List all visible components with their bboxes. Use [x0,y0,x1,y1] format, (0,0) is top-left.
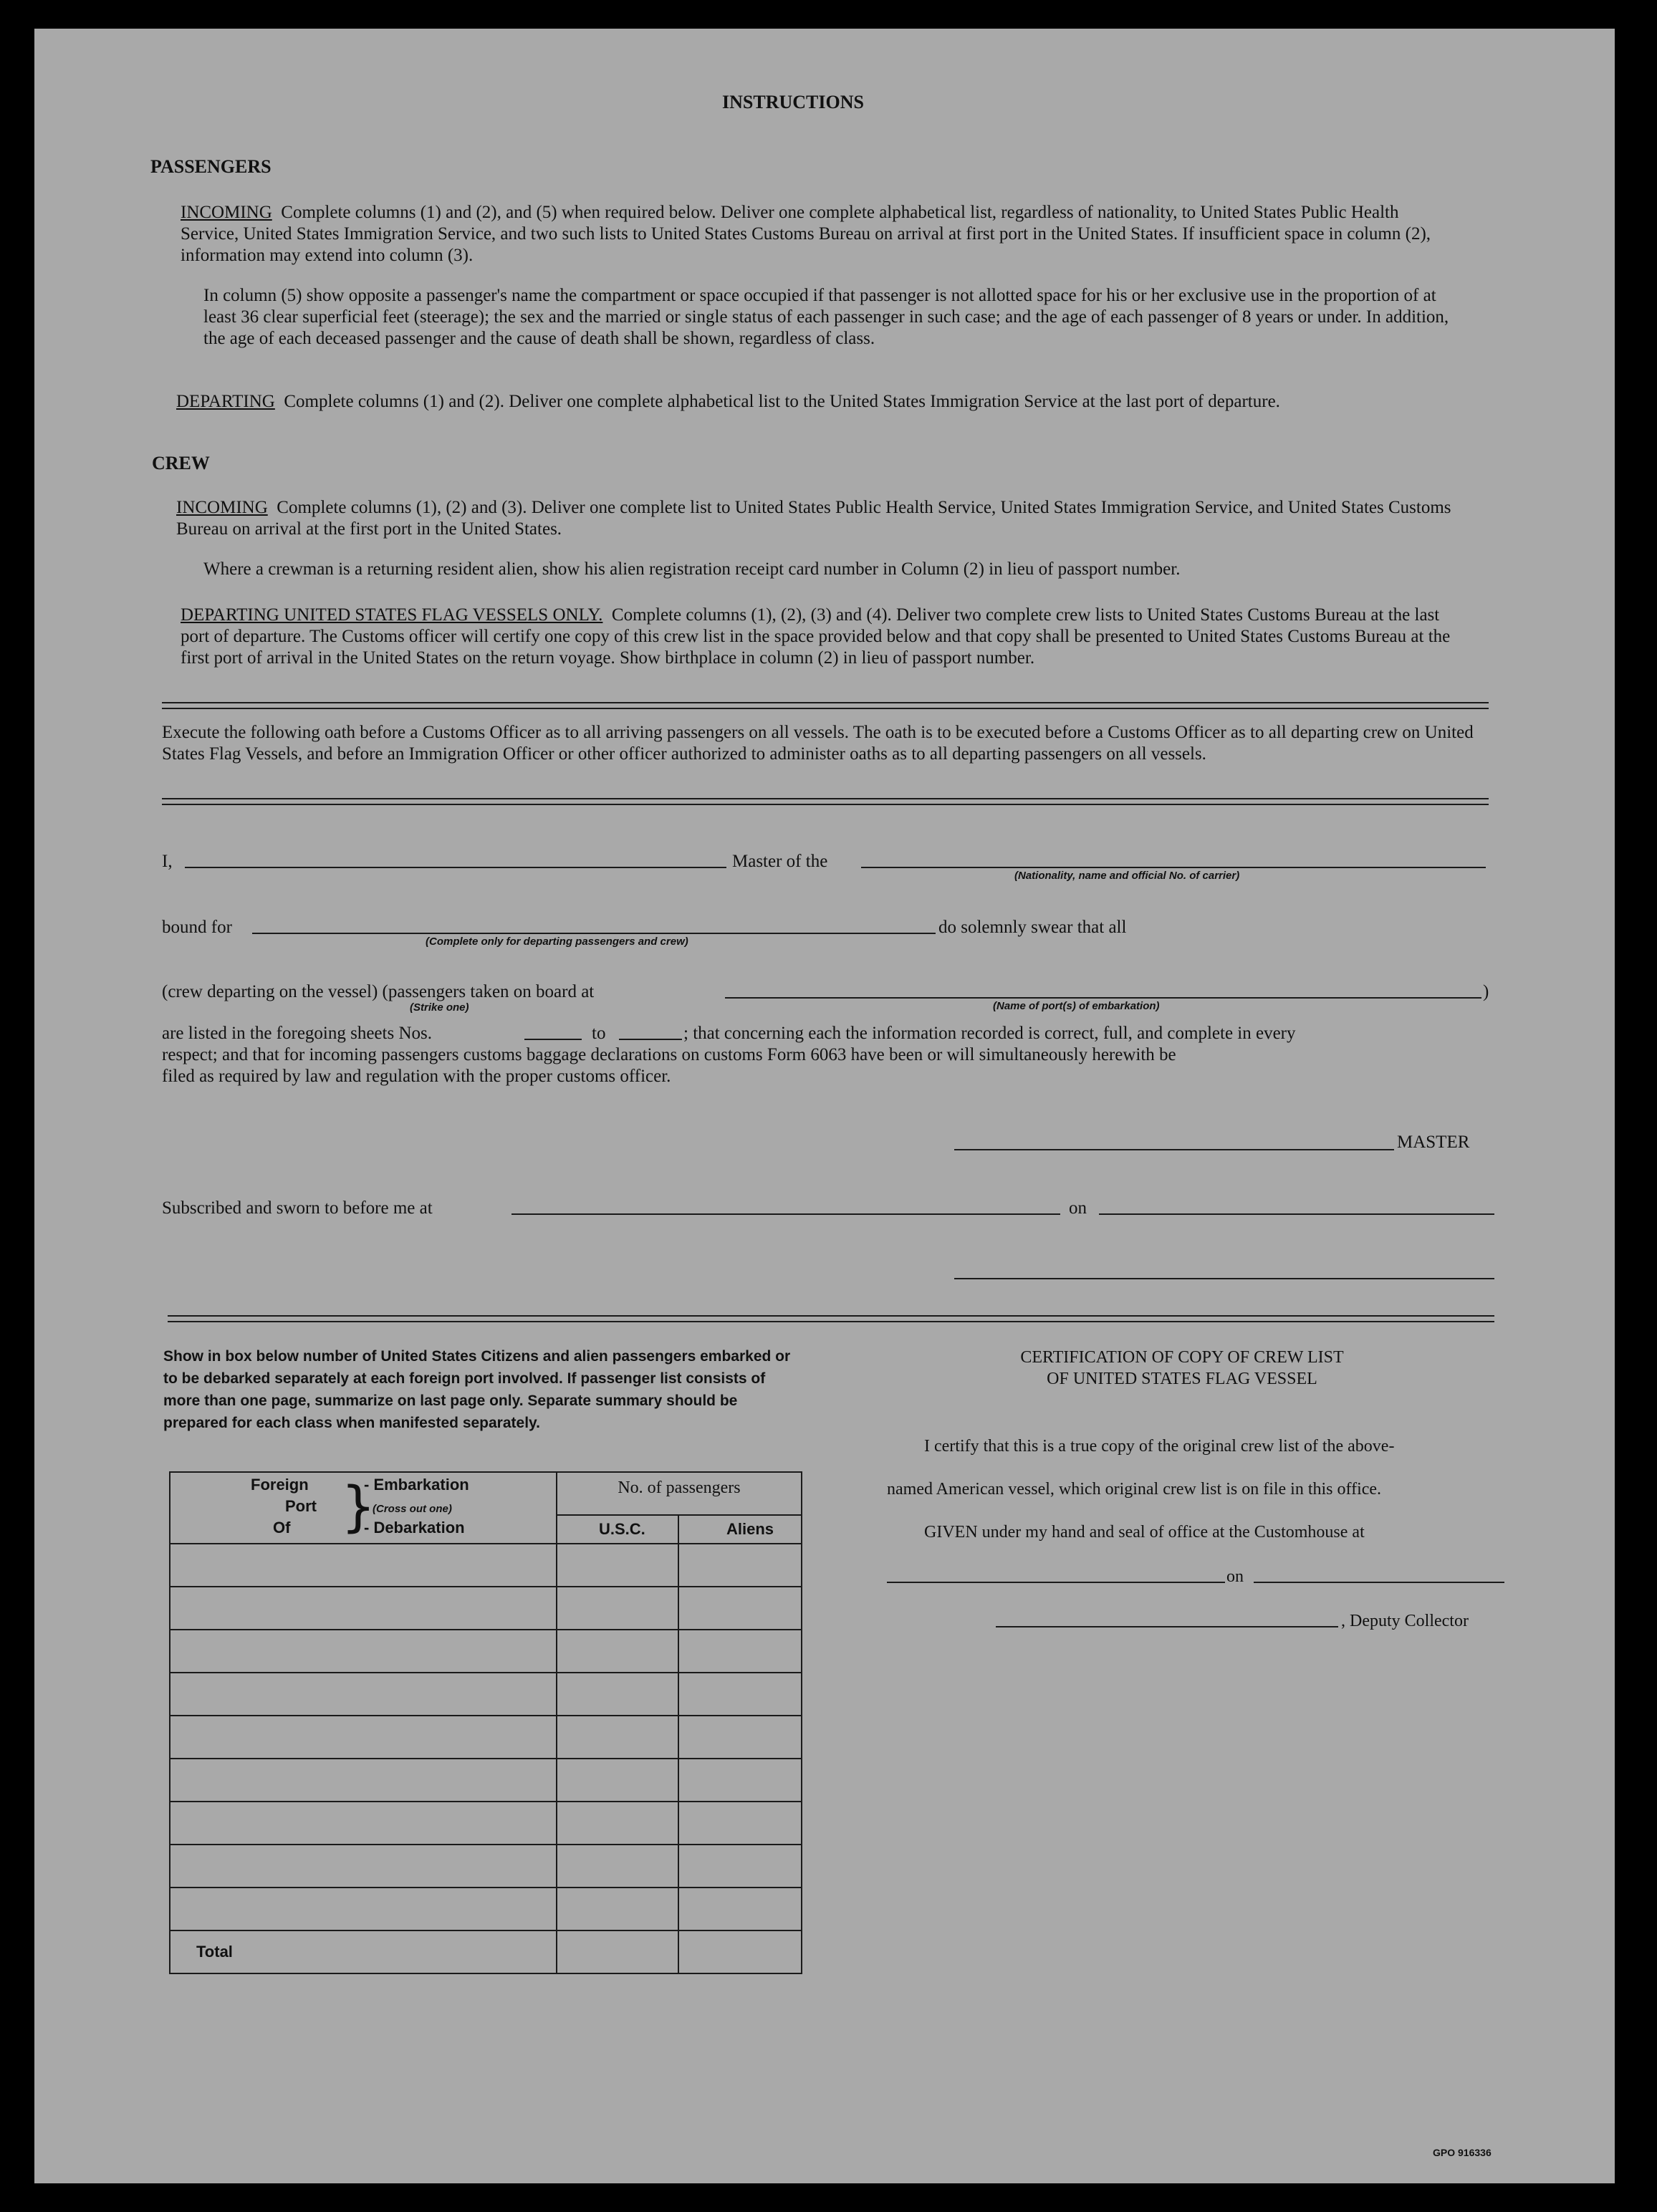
deputy-collector-label: , Deputy Collector [1341,1612,1469,1630]
aliens-cell[interactable] [678,1587,802,1630]
sworn-place-field[interactable] [511,1213,1060,1215]
section-divider [162,702,1489,709]
usc-total-cell[interactable] [557,1930,678,1973]
deputy-signature-field[interactable] [996,1626,1338,1627]
aliens-cell[interactable] [678,1759,802,1802]
usc-cell[interactable] [557,1759,678,1802]
aliens-cell[interactable] [678,1845,802,1888]
master-of-the-label: Master of the [732,852,828,871]
certification-line-3: GIVEN under my hand and seal of office at the Customhouse at [924,1523,1365,1542]
usc-cell[interactable] [557,1630,678,1673]
listed-rest-1: ; that concerning each the information recorded is correct, full, and complete in every [683,1024,1296,1043]
passengers-header [557,1472,802,1544]
crew-departing-label: DEPARTING UNITED STATES FLAG VESSELS ONLY. [181,605,603,625]
usc-cell[interactable] [557,1845,678,1888]
aliens-cell[interactable] [678,1544,802,1587]
foreign-label: Foreign [251,1476,309,1494]
total-label: Total [196,1943,233,1961]
total-cell [170,1930,557,1973]
passengers-incoming-label: INCOMING [181,203,272,222]
bound-for-hint: (Complete only for departing passengers and crew) [426,936,688,948]
aliens-cell[interactable] [678,1802,802,1845]
sworn-date-field[interactable] [1099,1213,1494,1215]
port-label: Port [285,1497,317,1515]
cross-out-hint: (Cross out one) [373,1503,452,1515]
aliens-label: Aliens [726,1520,774,1538]
passengers-departing-text: Complete columns (1) and (2). Deliver one complete alphabetical list to the United States Immigration Service at the last port of departure. [284,392,1280,411]
oath-i-label: I, [162,852,173,871]
certification-line-2: named American vessel, which original crew list is on file in this office. [887,1480,1382,1499]
listed-rest-2: respect; and that for incoming passengers customs baggage declarations on customs Form 6063 have been or will simultaneously herewith be [162,1045,1176,1064]
passengers-incoming-text: Complete columns (1) and (2), and (5) when required below. Deliver one complete alphabetical list, regardless of nationality, to United States Public Health Service, United States Immigration Service, and two such lists to United States Customs Bureau on arrival at first port in the United States. If insufficient space in column (2), information may extend into column (3). [181,203,1431,265]
certification-on-word: on [1226,1567,1244,1586]
listed-prefix: are listed in the foregoing sheets Nos. [162,1024,432,1043]
no-passengers-label: No. of passengers [618,1478,741,1497]
strike-hint: (Strike one) [410,1001,469,1014]
port-cell[interactable] [170,1888,557,1930]
section-divider [162,798,1489,805]
usc-cell[interactable] [557,1673,678,1716]
to-word: to [592,1024,606,1043]
master-name-field[interactable] [185,867,726,868]
certification-date-field[interactable] [1254,1582,1504,1583]
customhouse-field[interactable] [887,1582,1225,1583]
aliens-cell[interactable] [678,1888,802,1930]
passengers-departing-label: DEPARTING [176,392,275,411]
crew-incoming-text: Complete columns (1), (2) and (3). Deliver one complete list to United States Public Health Service, United States Immigration Service, and United States Customs Bureau on arrival at the first port in the United States. [176,498,1451,539]
crew-incoming-label: INCOMING [176,498,268,517]
aliens-cell[interactable] [678,1630,802,1673]
passengers-heading: PASSENGERS [150,156,272,177]
passengers-departing-paragraph [176,391,1457,413]
of-label: Of [273,1519,291,1537]
sheet-to-field[interactable] [619,1039,682,1040]
port-cell[interactable] [170,1802,557,1845]
passengers-incoming-paragraph [181,202,1457,266]
crew-resident-paragraph: Where a crewman is a returning resident alien, show his alien registration receipt card number in Column (2) in lieu of passport number. [203,559,1181,579]
passengers-column5-paragraph: In column (5) show opposite a passenger's name the compartment or space occupied if that passenger is not allotted space for his or her exclusive use in the proportion of at least 36 clear superficial feet (steerage); the sex and the married or single status of each passenger in such case; and the age of each passenger of 8 years or under. In addition, the age of each deceased passenger and the cause of death shall be shown, regardless of class. [203,286,1449,348]
officer-signature-field[interactable] [954,1278,1494,1279]
certification-title-2: OF UNITED STATES FLAG VESSEL [1047,1370,1317,1388]
bound-for-label: bound for [162,918,232,937]
nationality-hint: (Nationality, name and official No. of carrier) [1014,870,1240,882]
crew-heading: CREW [152,453,210,473]
usc-cell[interactable] [557,1587,678,1630]
oath-instruction: Execute the following oath before a Customs Officer as to all arriving passengers on all vessels. The oath is to be executed before a Customs Officer as to all departing crew on United States Flag Vessels, and before an Immigration Officer or other officer authorized to administer oaths as to all departing passengers on all vessels. [162,723,1474,764]
port-cell[interactable] [170,1716,557,1759]
bound-for-field[interactable] [252,933,936,934]
port-cell[interactable] [170,1759,557,1802]
debarkation-label: - Debarkation [364,1519,465,1537]
aliens-cell[interactable] [678,1716,802,1759]
subscribed-label: Subscribed and sworn to before me at [162,1198,433,1218]
page-title: INSTRUCTIONS [722,92,864,112]
master-label: MASTER [1397,1133,1470,1152]
port-hint: (Name of port(s) of embarkation) [993,1000,1160,1012]
crew-departing-label: (crew departing on the vessel) (passengers taken on board at [162,982,595,1001]
crew-departing-paragraph [181,605,1457,669]
aliens-cell[interactable] [678,1673,802,1716]
certification-line-1: I certify that this is a true copy of the original crew list of the above- [924,1437,1395,1456]
usc-cell[interactable] [557,1716,678,1759]
embarkation-port-field[interactable] [725,997,1481,999]
usc-label: U.S.C. [599,1520,645,1538]
port-header [170,1472,557,1544]
usc-cell[interactable] [557,1802,678,1845]
close-paren: ) [1483,982,1489,1001]
usc-cell[interactable] [557,1888,678,1930]
on-word: on [1069,1198,1087,1218]
section-divider [168,1315,1494,1322]
carrier-field[interactable] [861,867,1486,868]
summary-table [169,1471,802,1974]
swear-label: do solemnly swear that all [938,918,1127,937]
port-cell[interactable] [170,1630,557,1673]
port-cell[interactable] [170,1544,557,1587]
certification-title-1: CERTIFICATION OF COPY OF CREW LIST [1020,1348,1344,1367]
port-cell[interactable] [170,1845,557,1888]
crew-incoming-paragraph [176,497,1457,540]
summary-instruction: Show in box below number of United States Citizens and alien passengers embarked or to be debarked separately at each foreign port involved. If passenger list consists of more than one page, summarize on last page only. Separate summary should be prepared for each class when manifested separately. [163,1348,791,1431]
port-cell[interactable] [170,1587,557,1630]
brace-icon: } [341,1474,376,1538]
usc-cell[interactable] [557,1544,678,1587]
crew-departing-text: Complete columns (1), (2), (3) and (4). Deliver two complete crew lists to United States Customs Bureau at the last port of departure. The Customs officer will certify one copy of this crew list in the space provided below and that copy shall be presented to United States Customs Bureau at the first port of arrival in the United States on the return voyage. Show birthplace in column (2) in lieu of passport number. [181,605,1451,668]
master-signature-field[interactable] [954,1149,1394,1150]
embarkation-label: - Embarkation [364,1476,469,1494]
listed-rest-3: filed as required by law and regulation with the proper customs officer. [162,1067,671,1086]
gpo-number: GPO 916336 [1433,2147,1492,2158]
aliens-total-cell[interactable] [678,1930,802,1973]
sheet-from-field[interactable] [524,1039,582,1040]
port-cell[interactable] [170,1673,557,1716]
